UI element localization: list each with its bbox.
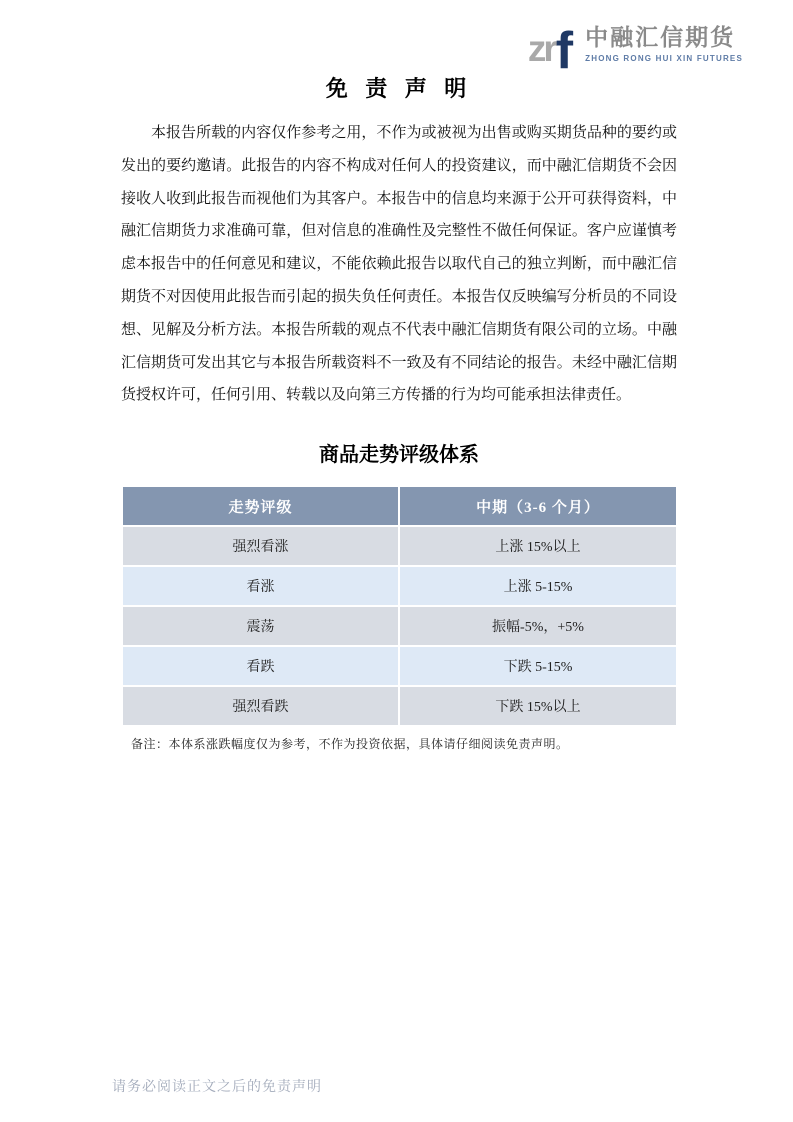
table-cell: 强烈看涨 xyxy=(122,526,399,566)
table-row xyxy=(122,606,677,646)
table-row xyxy=(122,646,677,686)
zrf-logo-icon xyxy=(527,18,574,80)
company-name-english: ZHONG RONG HUI XIN FUTURES xyxy=(585,53,743,63)
disclaimer-title: 免 责 声 明 xyxy=(325,76,473,101)
table-note: 备注：本体系涨跌幅度仅为参考，不作为投资依据，具体请仔细阅读免责声明。 xyxy=(131,737,569,752)
table-cell: 振幅-5%，+5% xyxy=(399,606,677,646)
logo-text-block xyxy=(585,25,743,62)
company-logo xyxy=(527,18,743,80)
table-cell: 震荡 xyxy=(122,606,399,646)
rating-table xyxy=(121,485,678,727)
table-cell: 看涨 xyxy=(122,566,399,606)
table-cell: 上涨 15%以上 xyxy=(399,526,677,566)
table-cell: 下跌 15%以上 xyxy=(399,686,677,726)
rating-table-body xyxy=(122,526,677,726)
table-row xyxy=(122,686,677,726)
table-cell: 强烈看跌 xyxy=(122,686,399,726)
table-cell: 下跌 5-15% xyxy=(399,646,677,686)
disclaimer-body-text: 本报告所载的内容仅作参考之用，不作为或被视为出售或购买期货品种的要约或发出的要约邀请。此报告的内容不构成对任何人的投资建议，而中融汇信期货不会因接收人收到此报告而视他们为其客户。本报告中的信息均来源于公开可获得资料，中融汇信期货力求准确可靠，但对信息的准确性及完整性不做任何保证。客户应谨慎考虑本报告中的任何意见和建议，不能依赖此报告以取代自己的独立判断，而中融汇信期货不对因使用此报告而引起的损失负任何责任。本报告仅反映编写分析员的不同设想、见解及分析方法。本报告所载的观点不代表中融汇信期货有限公司的立场。中融汇信期货可发出其它与本报告所载资料不一致及有不同结论的报告。未经中融汇信期货授权许可，任何引用、转载以及向第三方传播的行为均可能承担法律责任。 xyxy=(121,125,677,404)
table-cell: 上涨 5-15% xyxy=(399,566,677,606)
rating-system-title: 商品走势评级体系 xyxy=(319,444,479,467)
header-cell-rating: 走势评级 xyxy=(122,486,399,526)
table-header-row xyxy=(122,486,677,526)
page-content xyxy=(121,72,677,752)
company-name-chinese: 中融汇信期货 xyxy=(585,24,736,51)
footer-disclaimer-reminder: 请务必阅读正文之后的免责声明 xyxy=(112,1080,322,1095)
logo-f-letter: f xyxy=(555,22,574,80)
table-row xyxy=(122,526,677,566)
table-cell: 看跌 xyxy=(122,646,399,686)
rating-table-head xyxy=(122,486,677,526)
header-cell-midterm: 中期（3-6 个月） xyxy=(399,486,677,526)
table-row xyxy=(122,566,677,606)
logo-zr-letters: zr xyxy=(527,28,555,69)
